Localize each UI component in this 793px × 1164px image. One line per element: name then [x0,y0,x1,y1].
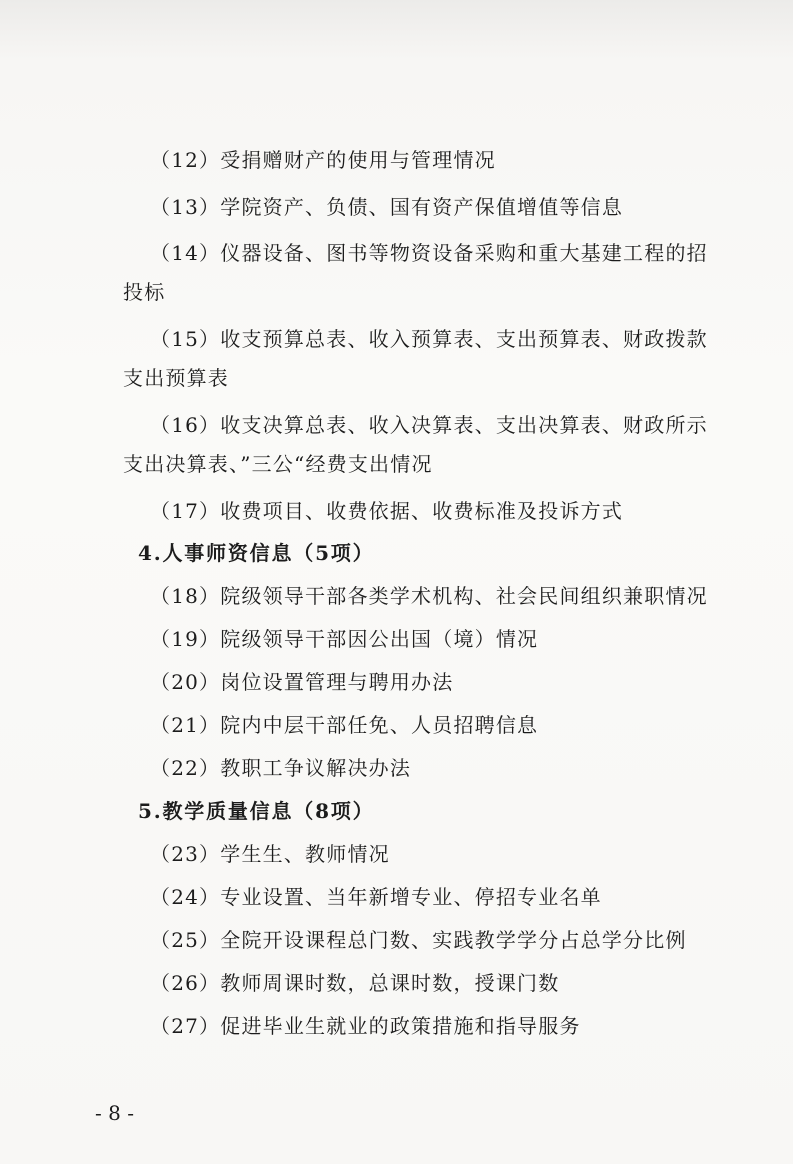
section-heading-personnel: 4.人事师资信息（5项） [138,541,375,565]
list-item-21: （21）院内中层干部任免、人员招聘信息 [150,713,539,737]
list-item-23: （23）学生生、教师情况 [150,842,390,866]
list-item-15: （15）收支预算总表、收入预算表、支出预算表、财政拨款 [150,327,708,351]
list-item-26: （26）教师周课时数，总课时数，授课门数 [150,971,560,995]
list-item-27: （27）促进毕业生就业的政策措施和指导服务 [150,1014,581,1038]
page-number: - 8 - [95,1101,134,1125]
list-item-14: （14）仪器设备、图书等物资设备采购和重大基建工程的招 [150,241,708,265]
list-item-20: （20）岗位设置管理与聘用办法 [150,670,454,694]
list-item-12: （12）受捐赠财产的使用与管理情况 [150,148,496,172]
list-item-14-continuation: 投标 [123,280,166,304]
list-item-13: （13）学院资产、负债、国有资产保值增值等信息 [150,195,624,219]
section-heading-teaching-quality: 5.教学质量信息（8项） [138,799,375,823]
list-item-25: （25）全院开设课程总门数、实践教学学分占总学分比例 [150,928,687,952]
list-item-16-continuation: 支出决算表、”三公“经费支出情况 [123,452,433,476]
list-item-19: （19）院级领导干部因公出国（境）情况 [150,627,539,651]
list-item-22: （22）教职工争议解决办法 [150,756,412,780]
list-item-18: （18）院级领导干部各类学术机构、社会民间组织兼职情况 [150,584,708,608]
list-item-15-continuation: 支出预算表 [123,366,229,390]
list-item-16: （16）收支决算总表、收入决算表、支出决算表、财政所示 [150,413,708,437]
list-item-24: （24）专业设置、当年新增专业、停招专业名单 [150,885,602,909]
list-item-17: （17）收费项目、收费依据、收费标准及投诉方式 [150,499,624,523]
